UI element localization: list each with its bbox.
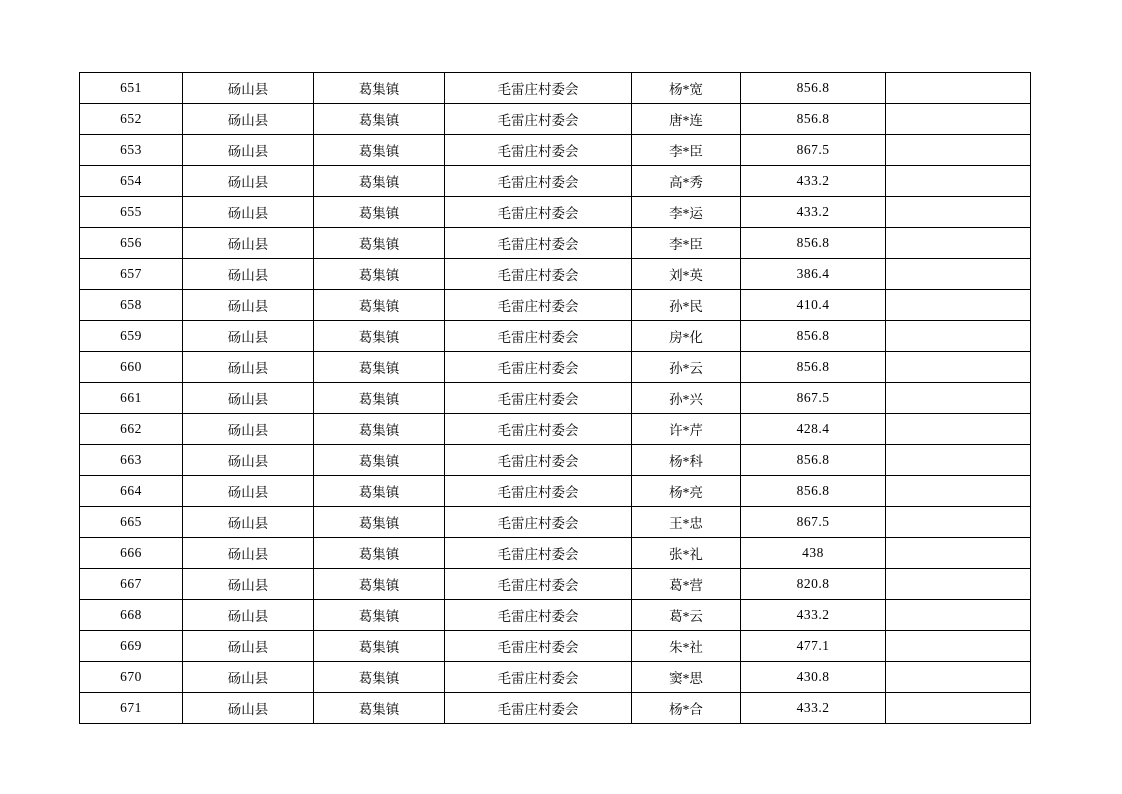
table-row [80, 600, 1031, 631]
cell-amount: 856.8 [741, 228, 886, 259]
table-row [80, 321, 1031, 352]
table-row [80, 259, 1031, 290]
cell-county: 砀山县 [183, 693, 314, 724]
cell-amount: 433.2 [741, 693, 886, 724]
cell-town: 葛集镇 [314, 631, 445, 662]
cell-county: 砀山县 [183, 104, 314, 135]
cell-blank [886, 476, 1031, 507]
cell-blank [886, 166, 1031, 197]
cell-index: 656 [80, 228, 183, 259]
cell-village: 毛雷庄村委会 [445, 662, 632, 693]
cell-name: 葛*营 [632, 569, 741, 600]
cell-index: 657 [80, 259, 183, 290]
cell-name: 杨*合 [632, 693, 741, 724]
cell-blank [886, 135, 1031, 166]
cell-name: 李*臣 [632, 228, 741, 259]
table-body [80, 73, 1031, 724]
table-row [80, 445, 1031, 476]
cell-county: 砀山县 [183, 197, 314, 228]
cell-index: 654 [80, 166, 183, 197]
cell-county: 砀山县 [183, 352, 314, 383]
cell-index: 659 [80, 321, 183, 352]
table-row [80, 662, 1031, 693]
table-row [80, 569, 1031, 600]
cell-county: 砀山县 [183, 600, 314, 631]
cell-village: 毛雷庄村委会 [445, 600, 632, 631]
cell-name: 张*礼 [632, 538, 741, 569]
cell-town: 葛集镇 [314, 104, 445, 135]
cell-village: 毛雷庄村委会 [445, 290, 632, 321]
cell-town: 葛集镇 [314, 135, 445, 166]
cell-name: 李*运 [632, 197, 741, 228]
cell-county: 砀山县 [183, 631, 314, 662]
cell-index: 661 [80, 383, 183, 414]
table-row [80, 476, 1031, 507]
cell-town: 葛集镇 [314, 507, 445, 538]
cell-name: 唐*连 [632, 104, 741, 135]
table-row [80, 228, 1031, 259]
cell-village: 毛雷庄村委会 [445, 507, 632, 538]
cell-amount: 867.5 [741, 135, 886, 166]
subsidy-table [79, 72, 1031, 724]
cell-town: 葛集镇 [314, 321, 445, 352]
table-row [80, 538, 1031, 569]
cell-name: 高*秀 [632, 166, 741, 197]
cell-town: 葛集镇 [314, 662, 445, 693]
cell-county: 砀山县 [183, 569, 314, 600]
cell-blank [886, 569, 1031, 600]
table-row [80, 197, 1031, 228]
cell-name: 孙*兴 [632, 383, 741, 414]
cell-amount: 428.4 [741, 414, 886, 445]
cell-index: 669 [80, 631, 183, 662]
table-row [80, 631, 1031, 662]
cell-county: 砀山县 [183, 414, 314, 445]
cell-index: 662 [80, 414, 183, 445]
cell-amount: 386.4 [741, 259, 886, 290]
cell-county: 砀山县 [183, 290, 314, 321]
cell-village: 毛雷庄村委会 [445, 259, 632, 290]
cell-name: 窦*思 [632, 662, 741, 693]
cell-village: 毛雷庄村委会 [445, 135, 632, 166]
cell-county: 砀山县 [183, 383, 314, 414]
cell-name: 杨*科 [632, 445, 741, 476]
cell-amount: 438 [741, 538, 886, 569]
table-row [80, 290, 1031, 321]
cell-blank [886, 600, 1031, 631]
cell-village: 毛雷庄村委会 [445, 569, 632, 600]
cell-county: 砀山县 [183, 476, 314, 507]
table-row [80, 104, 1031, 135]
cell-town: 葛集镇 [314, 228, 445, 259]
cell-name: 孙*民 [632, 290, 741, 321]
cell-index: 660 [80, 352, 183, 383]
cell-blank [886, 352, 1031, 383]
cell-amount: 856.8 [741, 73, 886, 104]
table-row [80, 135, 1031, 166]
cell-index: 658 [80, 290, 183, 321]
cell-name: 李*臣 [632, 135, 741, 166]
cell-blank [886, 662, 1031, 693]
cell-town: 葛集镇 [314, 166, 445, 197]
cell-name: 杨*亮 [632, 476, 741, 507]
cell-town: 葛集镇 [314, 352, 445, 383]
table-row [80, 352, 1031, 383]
cell-name: 杨*宽 [632, 73, 741, 104]
cell-village: 毛雷庄村委会 [445, 228, 632, 259]
cell-name: 房*化 [632, 321, 741, 352]
cell-index: 664 [80, 476, 183, 507]
table-row [80, 414, 1031, 445]
cell-index: 670 [80, 662, 183, 693]
cell-amount: 430.8 [741, 662, 886, 693]
cell-index: 651 [80, 73, 183, 104]
table-row [80, 693, 1031, 724]
cell-county: 砀山县 [183, 166, 314, 197]
cell-blank [886, 631, 1031, 662]
cell-county: 砀山县 [183, 73, 314, 104]
cell-name: 葛*云 [632, 600, 741, 631]
cell-county: 砀山县 [183, 507, 314, 538]
cell-index: 663 [80, 445, 183, 476]
cell-index: 671 [80, 693, 183, 724]
cell-blank [886, 73, 1031, 104]
table-row [80, 383, 1031, 414]
cell-county: 砀山县 [183, 538, 314, 569]
cell-village: 毛雷庄村委会 [445, 445, 632, 476]
cell-amount: 410.4 [741, 290, 886, 321]
cell-village: 毛雷庄村委会 [445, 631, 632, 662]
cell-amount: 867.5 [741, 383, 886, 414]
cell-amount: 433.2 [741, 600, 886, 631]
cell-index: 655 [80, 197, 183, 228]
cell-index: 667 [80, 569, 183, 600]
cell-blank [886, 414, 1031, 445]
cell-town: 葛集镇 [314, 569, 445, 600]
cell-amount: 856.8 [741, 476, 886, 507]
cell-blank [886, 104, 1031, 135]
cell-town: 葛集镇 [314, 259, 445, 290]
cell-name: 王*忠 [632, 507, 741, 538]
cell-amount: 433.2 [741, 197, 886, 228]
cell-amount: 856.8 [741, 352, 886, 383]
cell-blank [886, 445, 1031, 476]
cell-amount: 820.8 [741, 569, 886, 600]
cell-town: 葛集镇 [314, 538, 445, 569]
cell-village: 毛雷庄村委会 [445, 352, 632, 383]
cell-town: 葛集镇 [314, 383, 445, 414]
cell-blank [886, 693, 1031, 724]
cell-village: 毛雷庄村委会 [445, 73, 632, 104]
cell-index: 668 [80, 600, 183, 631]
cell-amount: 867.5 [741, 507, 886, 538]
cell-village: 毛雷庄村委会 [445, 104, 632, 135]
cell-town: 葛集镇 [314, 197, 445, 228]
cell-amount: 433.2 [741, 166, 886, 197]
cell-town: 葛集镇 [314, 445, 445, 476]
cell-blank [886, 197, 1031, 228]
cell-county: 砀山县 [183, 228, 314, 259]
cell-amount: 856.8 [741, 104, 886, 135]
cell-village: 毛雷庄村委会 [445, 321, 632, 352]
cell-county: 砀山县 [183, 445, 314, 476]
cell-index: 652 [80, 104, 183, 135]
cell-index: 665 [80, 507, 183, 538]
cell-county: 砀山县 [183, 135, 314, 166]
cell-index: 653 [80, 135, 183, 166]
cell-village: 毛雷庄村委会 [445, 383, 632, 414]
cell-blank [886, 290, 1031, 321]
cell-index: 666 [80, 538, 183, 569]
cell-town: 葛集镇 [314, 290, 445, 321]
cell-name: 孙*云 [632, 352, 741, 383]
cell-village: 毛雷庄村委会 [445, 538, 632, 569]
cell-amount: 856.8 [741, 321, 886, 352]
table-row [80, 507, 1031, 538]
cell-blank [886, 321, 1031, 352]
table-container [79, 72, 1031, 724]
cell-town: 葛集镇 [314, 600, 445, 631]
cell-name: 刘*英 [632, 259, 741, 290]
cell-blank [886, 538, 1031, 569]
cell-blank [886, 228, 1031, 259]
cell-blank [886, 507, 1031, 538]
cell-town: 葛集镇 [314, 73, 445, 104]
table-row [80, 166, 1031, 197]
cell-village: 毛雷庄村委会 [445, 166, 632, 197]
cell-blank [886, 383, 1031, 414]
cell-town: 葛集镇 [314, 693, 445, 724]
table-row [80, 73, 1031, 104]
cell-name: 许*芹 [632, 414, 741, 445]
cell-amount: 856.8 [741, 445, 886, 476]
cell-name: 朱*社 [632, 631, 741, 662]
cell-village: 毛雷庄村委会 [445, 197, 632, 228]
cell-county: 砀山县 [183, 321, 314, 352]
cell-village: 毛雷庄村委会 [445, 414, 632, 445]
cell-county: 砀山县 [183, 259, 314, 290]
cell-blank [886, 259, 1031, 290]
cell-village: 毛雷庄村委会 [445, 476, 632, 507]
cell-village: 毛雷庄村委会 [445, 693, 632, 724]
cell-amount: 477.1 [741, 631, 886, 662]
cell-town: 葛集镇 [314, 476, 445, 507]
cell-county: 砀山县 [183, 662, 314, 693]
cell-town: 葛集镇 [314, 414, 445, 445]
